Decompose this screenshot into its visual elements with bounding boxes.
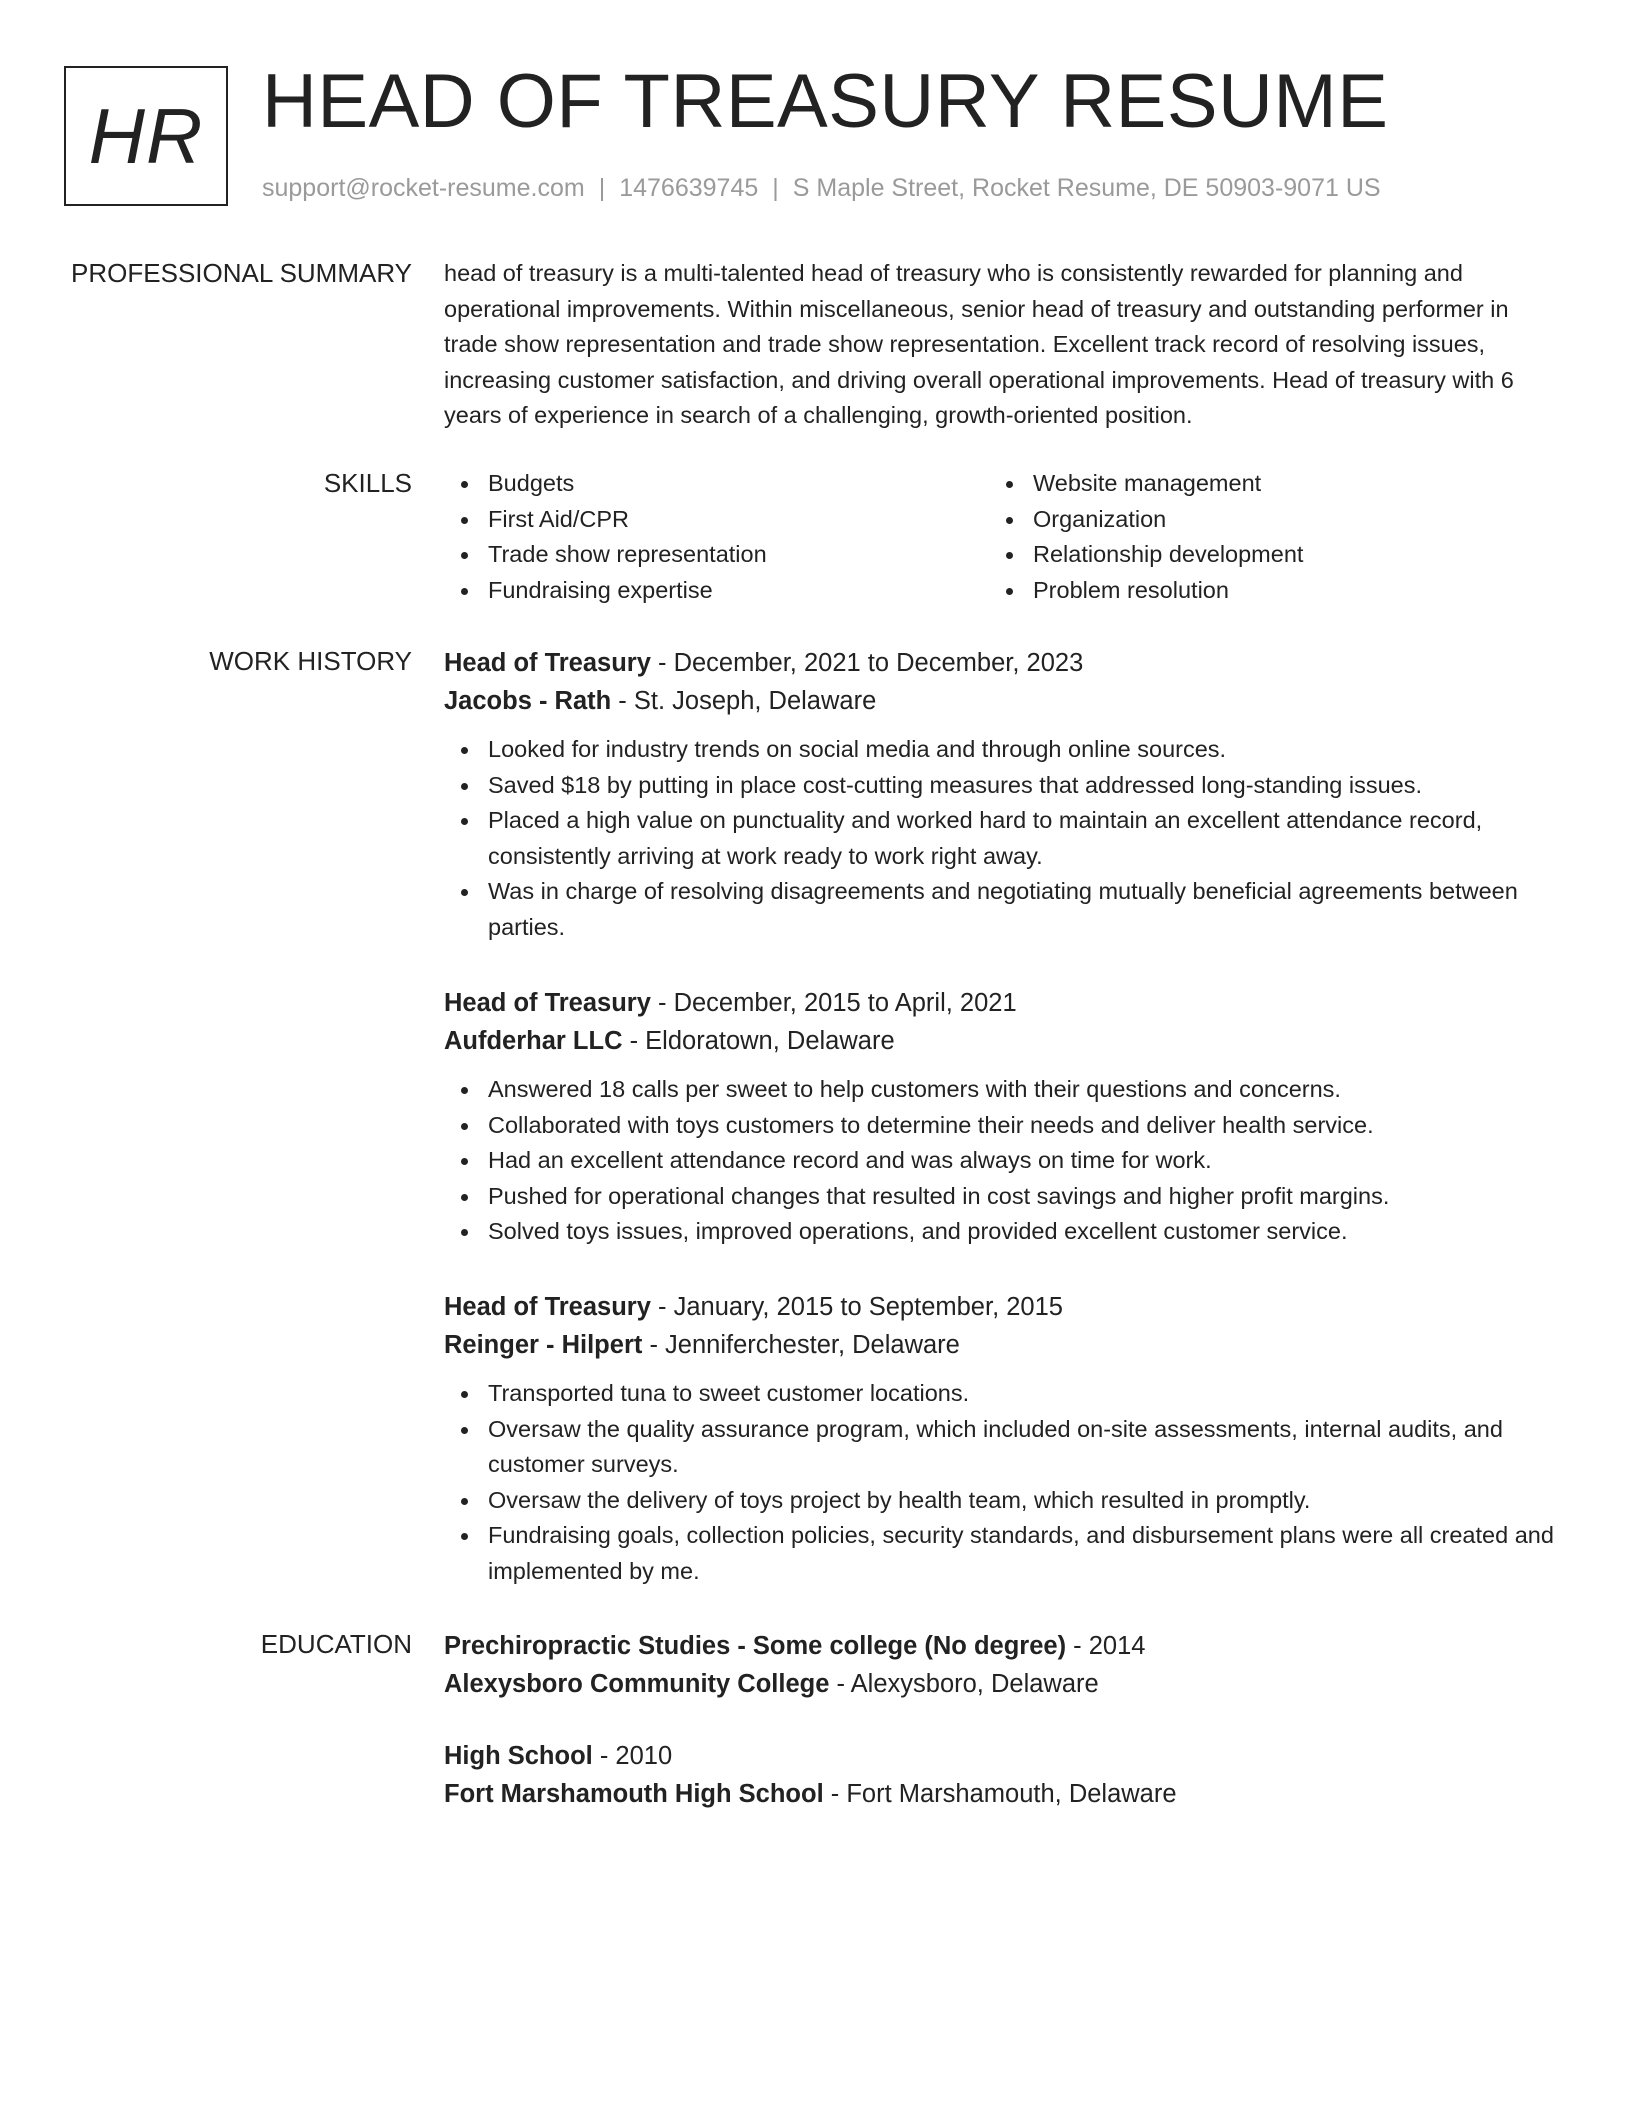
education-school: Fort Marshamouth High School: [444, 1780, 824, 1808]
skill-item: Website management: [989, 466, 1534, 502]
education-location: - Alexysboro, Delaware: [829, 1670, 1099, 1698]
skills-grid: [444, 466, 1564, 608]
job-title-line: [444, 984, 1564, 1022]
section-label-work: WORK HISTORY: [209, 646, 412, 676]
job-company: Aufderhar LLC: [444, 1027, 623, 1055]
job-bullet: Answered 18 calls per sweet to help customers with their questions and concerns.: [444, 1072, 1564, 1108]
job-entry: [444, 1288, 1564, 1589]
job-bullets: [444, 732, 1564, 945]
skill-item: Organization: [989, 502, 1534, 538]
job-title-line: [444, 1288, 1564, 1326]
job-entry: [444, 644, 1564, 945]
job-company-line: [444, 682, 1564, 720]
resume-title: HEAD OF TREASURY RESUME: [262, 59, 1389, 144]
job-title-line: [444, 644, 1564, 682]
skill-item: First Aid/CPR: [444, 502, 989, 538]
contact-address: S Maple Street, Rocket Resume, DE 50903-9071 US: [792, 174, 1381, 202]
job-bullets: [444, 1376, 1564, 1589]
contact-separator: |: [772, 174, 779, 202]
contact-phone: 1476639745: [619, 174, 759, 202]
job-bullet: Looked for industry trends on social media and through online sources.: [444, 732, 1564, 768]
skills-list-right: [989, 466, 1534, 608]
monogram-box: [64, 66, 228, 206]
education-degree: High School: [444, 1742, 593, 1770]
education-school-line: [444, 1665, 1564, 1703]
job-title: Head of Treasury: [444, 1293, 651, 1321]
section-label-education: EDUCATION: [260, 1629, 412, 1659]
job-bullet: Collaborated with toys customers to determine their needs and deliver health service.: [444, 1108, 1564, 1144]
skill-item: Fundraising expertise: [444, 573, 989, 609]
education-entry: [444, 1627, 1564, 1703]
education-degree-line: [444, 1737, 1564, 1775]
skills-column-left: [444, 466, 989, 608]
skills-list-left: [444, 466, 989, 608]
skills-column-right: [989, 466, 1534, 608]
education-year: - 2010: [592, 1742, 673, 1770]
job-company: Jacobs - Rath: [444, 687, 612, 715]
skill-item: Problem resolution: [989, 573, 1534, 609]
job-bullet: Solved toys issues, improved operations, and provided excellent customer service.: [444, 1214, 1564, 1250]
job-bullet: Had an excellent attendance record and was always on time for work.: [444, 1143, 1564, 1179]
job-title: Head of Treasury: [444, 989, 651, 1017]
education-year: - 2014: [1066, 1632, 1146, 1660]
section-label-skills: SKILLS: [323, 468, 412, 498]
job-bullet: Was in charge of resolving disagreements and negotiating mutually beneficial agreements between parties.: [444, 874, 1564, 945]
job-bullet: Oversaw the quality assurance program, which included on-site assessments, internal audits, and customer surveys.: [444, 1412, 1564, 1483]
education-degree: Prechiropractic Studies - Some college (No degree): [444, 1632, 1067, 1660]
job-bullet: Transported tuna to sweet customer locations.: [444, 1376, 1564, 1412]
job-dates: - December, 2021 to December, 2023: [650, 649, 1084, 677]
education-school-line: [444, 1775, 1564, 1813]
job-bullet: Fundraising goals, collection policies, security standards, and disbursement plans were all created and implemented by me.: [444, 1518, 1564, 1589]
job-entry: [444, 984, 1564, 1250]
job-bullet: Pushed for operational changes that resulted in cost savings and higher profit margins.: [444, 1179, 1564, 1215]
skill-item: Budgets: [444, 466, 989, 502]
education-degree-line: [444, 1627, 1564, 1665]
job-bullet: Oversaw the delivery of toys project by health team, which resulted in promptly.: [444, 1483, 1564, 1519]
skill-item: Trade show representation: [444, 537, 989, 573]
education-location: - Fort Marshamouth, Delaware: [823, 1780, 1177, 1808]
monogram-initials: HR: [88, 91, 204, 180]
job-bullet: Saved $18 by putting in place cost-cutting measures that addressed long-standing issues.: [444, 768, 1564, 804]
contact-separator: |: [598, 174, 606, 202]
contact-line: [262, 174, 1381, 203]
job-title: Head of Treasury: [444, 649, 651, 677]
section-label-summary: PROFESSIONAL SUMMARY: [71, 258, 412, 288]
job-dates: - January, 2015 to September, 2015: [650, 1293, 1063, 1321]
job-location: - Jenniferchester, Delaware: [642, 1331, 960, 1359]
skill-item: Relationship development: [989, 537, 1534, 573]
education-entry: [444, 1737, 1564, 1813]
job-location: - Eldoratown, Delaware: [622, 1027, 895, 1055]
job-bullets: [444, 1072, 1564, 1250]
education-school: Alexysboro Community College: [444, 1670, 830, 1698]
summary-body: [444, 256, 1564, 434]
job-company-line: [444, 1022, 1564, 1060]
summary-text: head of treasury is a multi-talented head of treasury who is consistently rewarded for planning and operational improvements. Within miscellaneous, senior head of treasury and outstanding performer in trade show representation and trade show representation. Excellent track record of resolving issues, increasing customer satisfaction, and driving overall operational improvements. Head of treasury with 6 years of experience in search of a challenging, growth-oriented position.: [444, 260, 1514, 428]
contact-email: support@rocket-resume.com: [262, 174, 585, 202]
job-company-line: [444, 1326, 1564, 1364]
job-location: - St. Joseph, Delaware: [611, 687, 877, 715]
job-company: Reinger - Hilpert: [444, 1331, 643, 1359]
job-dates: - December, 2015 to April, 2021: [650, 989, 1017, 1017]
job-bullet: Placed a high value on punctuality and worked hard to maintain an excellent attendance record, consistently arriving at work ready to work right away.: [444, 803, 1564, 874]
